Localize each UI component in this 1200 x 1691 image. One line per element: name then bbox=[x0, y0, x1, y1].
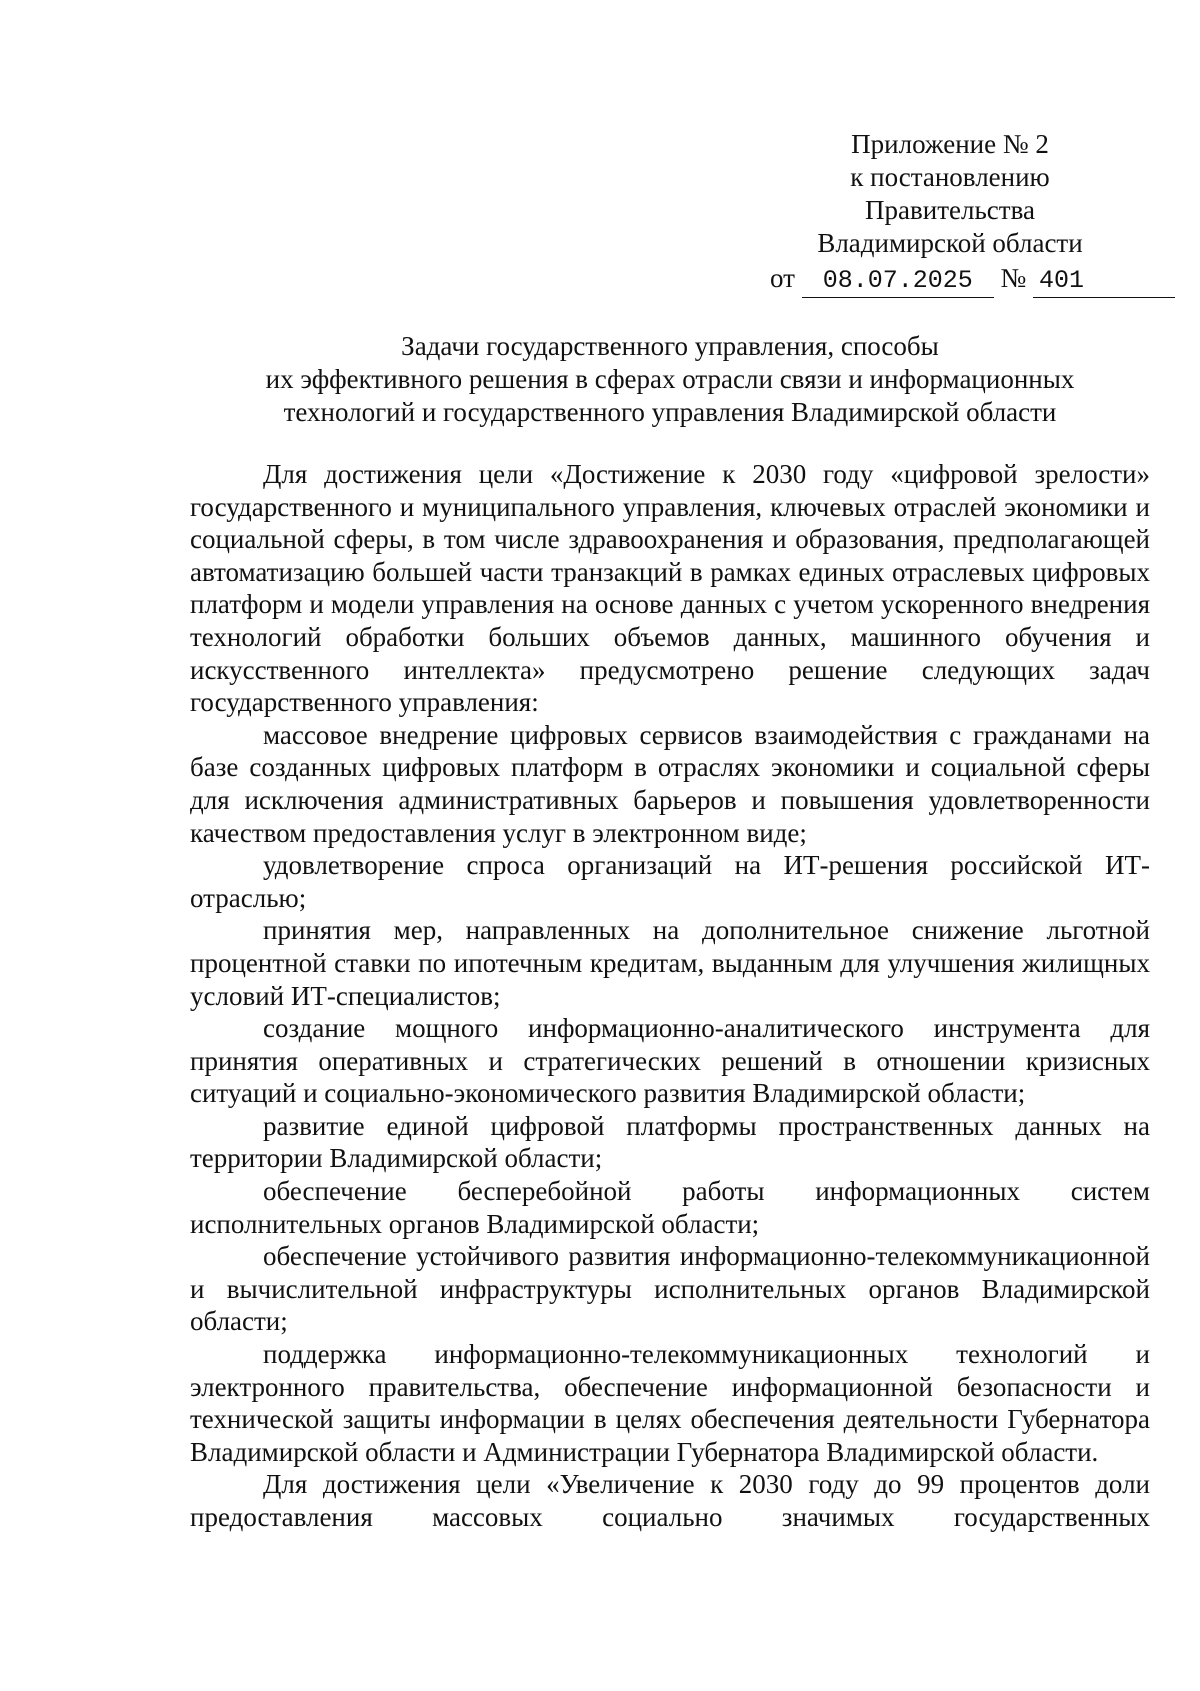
paragraph: поддержка информационно-телекоммуникационных технологий и электронного правительства, обеспечение информационной безопасности и технической защиты информации в целях обеспечения деятельности Губернатора Владимирской области и Администрации Губернатора Владимирской области. bbox=[190, 1339, 1150, 1467]
paragraph: обеспечение бесперебойной работы информационных систем исполнительных органов Владимирской области; bbox=[190, 1176, 1150, 1239]
resolution-date-number bbox=[770, 262, 1175, 298]
resolution-date: 08.07.2025 bbox=[802, 264, 994, 298]
document-body bbox=[190, 458, 1150, 1534]
paragraph: Для достижения цели «Увеличение к 2030 году до 99 процентов доли предоставления массовых социально значимых государственных bbox=[190, 1469, 1150, 1532]
resolution-number: 401 bbox=[1033, 264, 1175, 298]
appendix-line: к постановлению bbox=[850, 162, 1050, 192]
appendix-line: Правительства bbox=[865, 195, 1035, 225]
paragraph: обеспечение устойчивого развития информационно-телекоммуникационной и вычислительной инфраструктуры исполнительных органов Владимирской области; bbox=[190, 1241, 1150, 1337]
document-title bbox=[190, 330, 1150, 429]
appendix-line: Владимирской области bbox=[817, 228, 1083, 258]
appendix-line: Приложение № 2 bbox=[851, 129, 1049, 159]
paragraph: массовое внедрение цифровых сервисов взаимодействия с гражданами на базе созданных цифровых платформ в отраслях экономики и социальной сферы для исключения административных барьеров и повышения удовлетворенности качеством предоставления услуг в электронном виде; bbox=[190, 719, 1150, 848]
title-line: их эффективного решения в сферах отрасли связи и информационных bbox=[265, 364, 1075, 394]
paragraph: Для достижения цели «Достижение к 2030 году «цифровой зрелости» государственного и муниципального управления, ключевых отраслей экономики и социальной сферы, в том числе здравоохранения и образования, предполагающей автоматизацию большей части транзакций в рамках единых отраслевых цифровых платформ и модели управления на основе данных с учетом ускоренного внедрения технологий обработки больших объемов данных, машинного обучения и искусственного интеллекта» предусмотрено решение следующих задач государственного управления: bbox=[190, 459, 1150, 718]
appendix-block bbox=[760, 128, 1140, 260]
number-prefix: № bbox=[1000, 263, 1027, 293]
title-line: Задачи государственного управления, способы bbox=[401, 331, 939, 361]
paragraph: удовлетворение спроса организаций на ИТ-решения российской ИТ-отраслью; bbox=[190, 850, 1150, 913]
paragraph: принятия мер, направленных на дополнительное снижение льготной процентной ставки по ипотечным кредитам, выданным для улучшения жилищных условий ИТ-специалистов; bbox=[190, 915, 1150, 1011]
paragraph: развитие единой цифровой платформы пространственных данных на территории Владимирской области; bbox=[190, 1110, 1150, 1174]
date-prefix: от bbox=[770, 263, 795, 293]
title-line: технологий и государственного управления Владимирской области bbox=[283, 397, 1057, 427]
paragraph: создание мощного информационно-аналитического инструмента для принятия оперативных и стратегических решений в отношении кризисных ситуаций и социально-экономического развития Владимирской области; bbox=[190, 1013, 1150, 1109]
